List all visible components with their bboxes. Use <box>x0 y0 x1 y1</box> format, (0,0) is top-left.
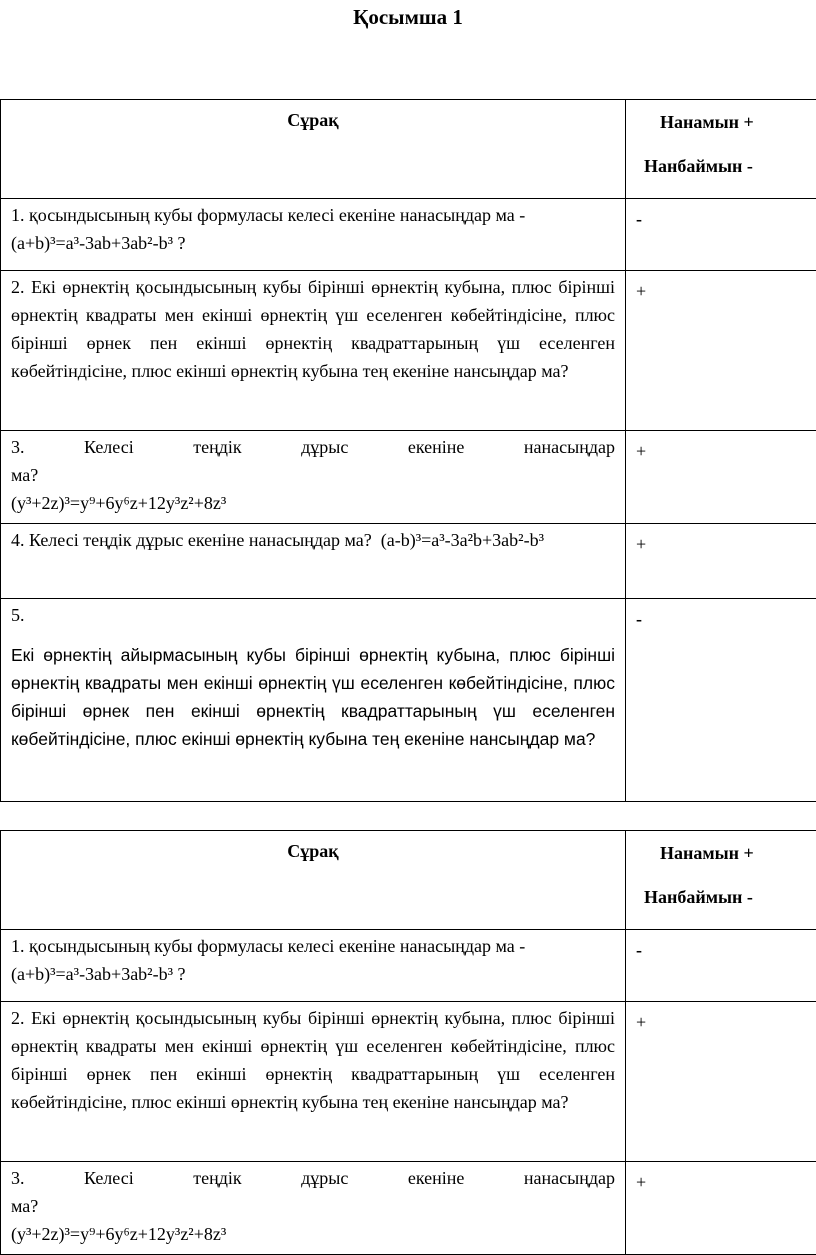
answer-cell: + <box>626 1002 816 1162</box>
header-question-cell <box>1 831 626 930</box>
table-row <box>1 599 816 802</box>
question-cell <box>1 199 626 271</box>
question-formula: (y³+2z)³=y⁹+6y⁶z+12y³z²+8z³ <box>11 1224 226 1244</box>
answer-cell: - <box>626 599 816 802</box>
header-answer-cell <box>626 831 816 930</box>
answer-cell: + <box>626 271 816 431</box>
answer-cell: - <box>626 930 816 1002</box>
question-cell <box>1 431 626 524</box>
table-row <box>1 271 816 431</box>
header-question-cell <box>1 100 626 199</box>
question-cell <box>1 1002 626 1162</box>
table-row <box>1 930 816 1002</box>
header-no: Нанбаймын - <box>644 144 807 188</box>
question-formula: (a-b)³=a³-3a²b+3ab²-b³ <box>381 530 544 550</box>
header-answer-cell <box>626 100 816 199</box>
question-formula: (a+b)³=a³-3ab+3ab²-b³ ? <box>11 964 185 984</box>
answer-cell: - <box>626 199 816 271</box>
question-text: 4. Келесі теңдік дұрыс екеніне нанасыңдар ма? <box>11 530 372 550</box>
question-cell <box>1 271 626 431</box>
question-cell <box>1 524 626 599</box>
question-table <box>0 830 816 1255</box>
question-text: Екі өрнектің айырмасының кубы бірінші өрнектің кубына, плюс бірінші өрнектің квадраты мен екінші өрнектің үш еселенген көбейтіндісіне, плюс бірінші өрнек пен екінші өрнектің квадраттарының үш еселенген көбейтіндісіне, плюс екінші өрнектің кубына тең екеніне нансыңдар ма? <box>11 641 615 753</box>
table-row <box>1 524 816 599</box>
question-number: 5. <box>11 601 615 629</box>
question-cell <box>1 599 626 802</box>
question-cell <box>1 1162 626 1255</box>
header-yes: Нанамын + <box>660 831 807 875</box>
header-question: Сұрақ <box>11 837 615 865</box>
table-row <box>1 199 816 271</box>
question-text: 3. Келесі теңдік дұрыс екеніне нанасыңдар ма? <box>11 1168 615 1216</box>
table-row <box>1 431 816 524</box>
question-text: 2. Екі өрнектің қосындысының кубы бірінші өрнектің кубына, плюс бірінші өрнектің квадраты мен екінші өрнектің үш еселенген көбейтіндісіне, плюс бірінші өрнек пен екінші өрнектің квадраттарының үш еселенген көбейтіндісіне, плюс екінші өрнектің кубына тең екеніне нансыңдар ма? <box>11 277 615 381</box>
header-no: Нанбаймын - <box>644 875 807 919</box>
question-text: 2. Екі өрнектің қосындысының кубы бірінші өрнектің кубына, плюс бірінші өрнектің квадраты мен екінші өрнектің үш еселенген көбейтіндісіне, плюс бірінші өрнек пен екінші өрнектің квадраттарының үш еселенген көбейтіндісіне, плюс екінші өрнектің кубына тең екеніне нансыңдар ма? <box>11 1008 615 1112</box>
question-text: 1. қосындысының кубы формуласы келесі екеніне нанасыңдар ма - <box>11 205 525 225</box>
header-yes: Нанамын + <box>660 100 807 144</box>
question-cell <box>1 930 626 1002</box>
table-row <box>1 1002 816 1162</box>
table-header-row <box>1 100 816 199</box>
question-formula: (y³+2z)³=y⁹+6y⁶z+12y³z²+8z³ <box>11 493 226 513</box>
question-table <box>0 99 816 802</box>
question-text: 1. қосындысының кубы формуласы келесі екеніне нанасыңдар ма - <box>11 936 525 956</box>
header-question: Сұрақ <box>11 106 615 134</box>
table-row <box>1 1162 816 1255</box>
question-formula: (a+b)³=a³-3ab+3ab²-b³ ? <box>11 233 185 253</box>
answer-cell: + <box>626 524 816 599</box>
answer-cell: + <box>626 431 816 524</box>
question-text: 3. Келесі теңдік дұрыс екеніне нанасыңдар ма? <box>11 437 615 485</box>
answer-cell: + <box>626 1162 816 1255</box>
page-title: Қосымша 1 <box>0 4 816 30</box>
table-header-row <box>1 831 816 930</box>
